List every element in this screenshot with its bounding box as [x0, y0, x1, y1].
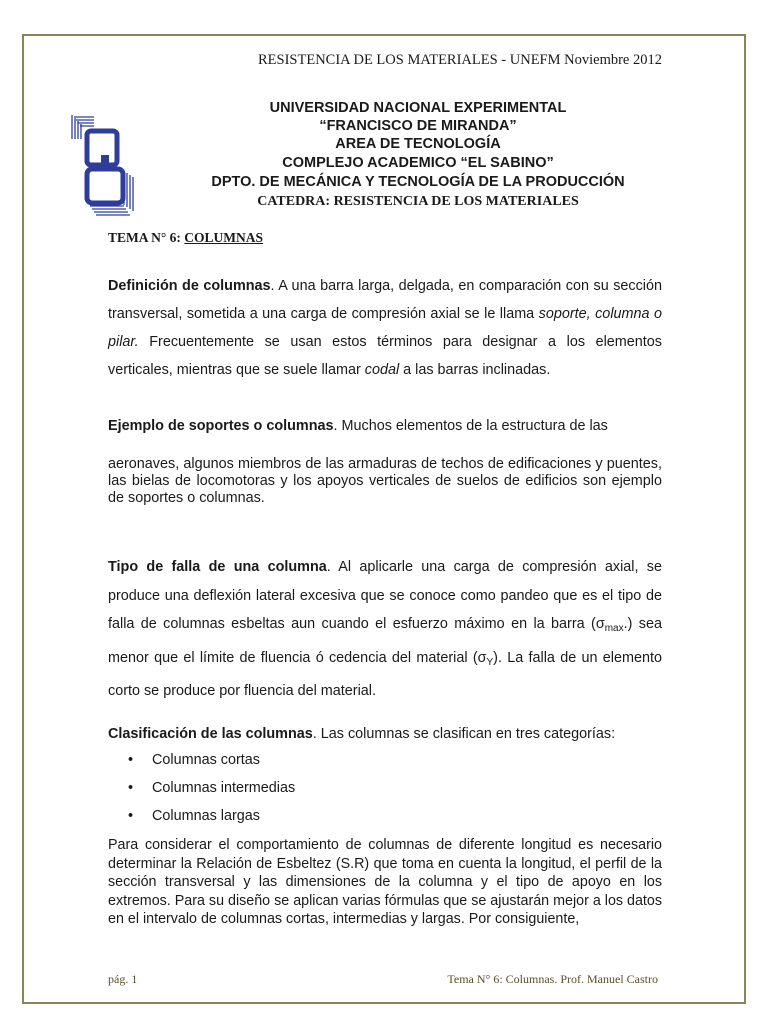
classification-line [108, 720, 662, 748]
classification-text: . Las columnas se clasifican en tres categorías: [312, 726, 616, 742]
failure-paragraph [108, 553, 662, 706]
example-heading: Ejemplo de soportes o columnas [108, 418, 334, 434]
institution-line-2: “FRANCISCO DE MIRANDA” [319, 118, 517, 134]
definition-text-2: Frecuentemente se usan estos términos para designar a los elementos verticales, mientras que se suele llamar [108, 334, 662, 378]
topic-name: COLUMNAS [184, 230, 264, 245]
institution-line-3: AREA DE TECNOLOGÍA [335, 136, 501, 152]
institution-line-1: UNIVERSIDAD NACIONAL EXPERIMENTAL [269, 100, 567, 116]
classification-list [128, 752, 295, 836]
list-item: • Columnas intermedias [128, 780, 295, 808]
running-header: RESISTENCIA DE LOS MATERIALES - UNEFM Noviembre 2012 [258, 52, 662, 68]
university-logo-icon [68, 107, 148, 219]
institution-line-4: COMPLEJO ACADEMICO “EL SABINO” [282, 155, 554, 171]
failure-text-2: .) sea menor que el límite de fluencia ó cedencia del material (σ [108, 616, 662, 666]
failure-text-1: . Al aplicarle una carga de compresión axial, se produce una deflexión lateral excesiva que se conoce como pandeo que es el tipo de falla de columnas esbeltas aun cuando el esfuerzo máximo en la barra (σ [108, 559, 662, 632]
definition-paragraph [108, 272, 662, 384]
closing-paragraph: Para considerar el comportamiento de columnas de diferente longitud es necesario determinar la Relación de Esbeltez (S.R) que toma en cuenta la longitud, el perfil de la sección transversal y las dimensiones de la columna y el tipo de apoyo en los extremos. Para su diseño se aplican varias fórmulas que se ajustarán mejor a los datos en el intervalo de columnas cortas, intermedias y largas. Por consiguiente, [108, 837, 662, 927]
list-item: • Columnas cortas [128, 752, 295, 780]
footer-credit: Tema N° 6: Columnas. Prof. Manuel Castro [447, 972, 658, 986]
example-text-2: aeronaves, algunos miembros de las armaduras de techos de edificaciones y puentes, las bielas de locomotoras y los apoyos verticales de suelos de edificios son ejemplo de soportes o columnas. [108, 456, 662, 506]
list-item: • Columnas largas [128, 808, 295, 836]
definition-italic-2: codal [364, 362, 400, 378]
topic-title [108, 230, 263, 246]
definition-italic-1: soporte, columna o pilar. [108, 306, 662, 350]
failure-heading: Tipo de falla de una columna [108, 559, 327, 575]
institution-line-5: DPTO. DE MECÁNICA Y TECNOLOGÍA DE LA PRODUCCIÓN [211, 174, 625, 190]
institution-line-6: CATEDRA: RESISTENCIA DE LOS MATERIALES [257, 194, 579, 209]
example-heading-line [108, 412, 662, 440]
definition-heading: Definición de columnas [108, 278, 271, 294]
sigma-max-subscript: max [604, 623, 624, 634]
page-number: pág. 1 [108, 972, 138, 986]
topic-prefix: TEMA N° 6: [108, 230, 185, 245]
sigma-y-subscript: Y [486, 656, 494, 668]
example-text-1: . Muchos elementos de la estructura de las [333, 418, 608, 434]
classification-heading: Clasificación de las columnas [108, 726, 313, 742]
failure-text-3: ). La falla de un elemento corto se produce por fluencia del material. [108, 649, 662, 699]
example-paragraph [108, 456, 662, 507]
definition-text-3: a las barras inclinadas. [399, 362, 551, 378]
definition-text-1: . A una barra larga, delgada, en comparación con su sección transversal, sometida a una carga de compresión axial se le llama [108, 278, 662, 322]
